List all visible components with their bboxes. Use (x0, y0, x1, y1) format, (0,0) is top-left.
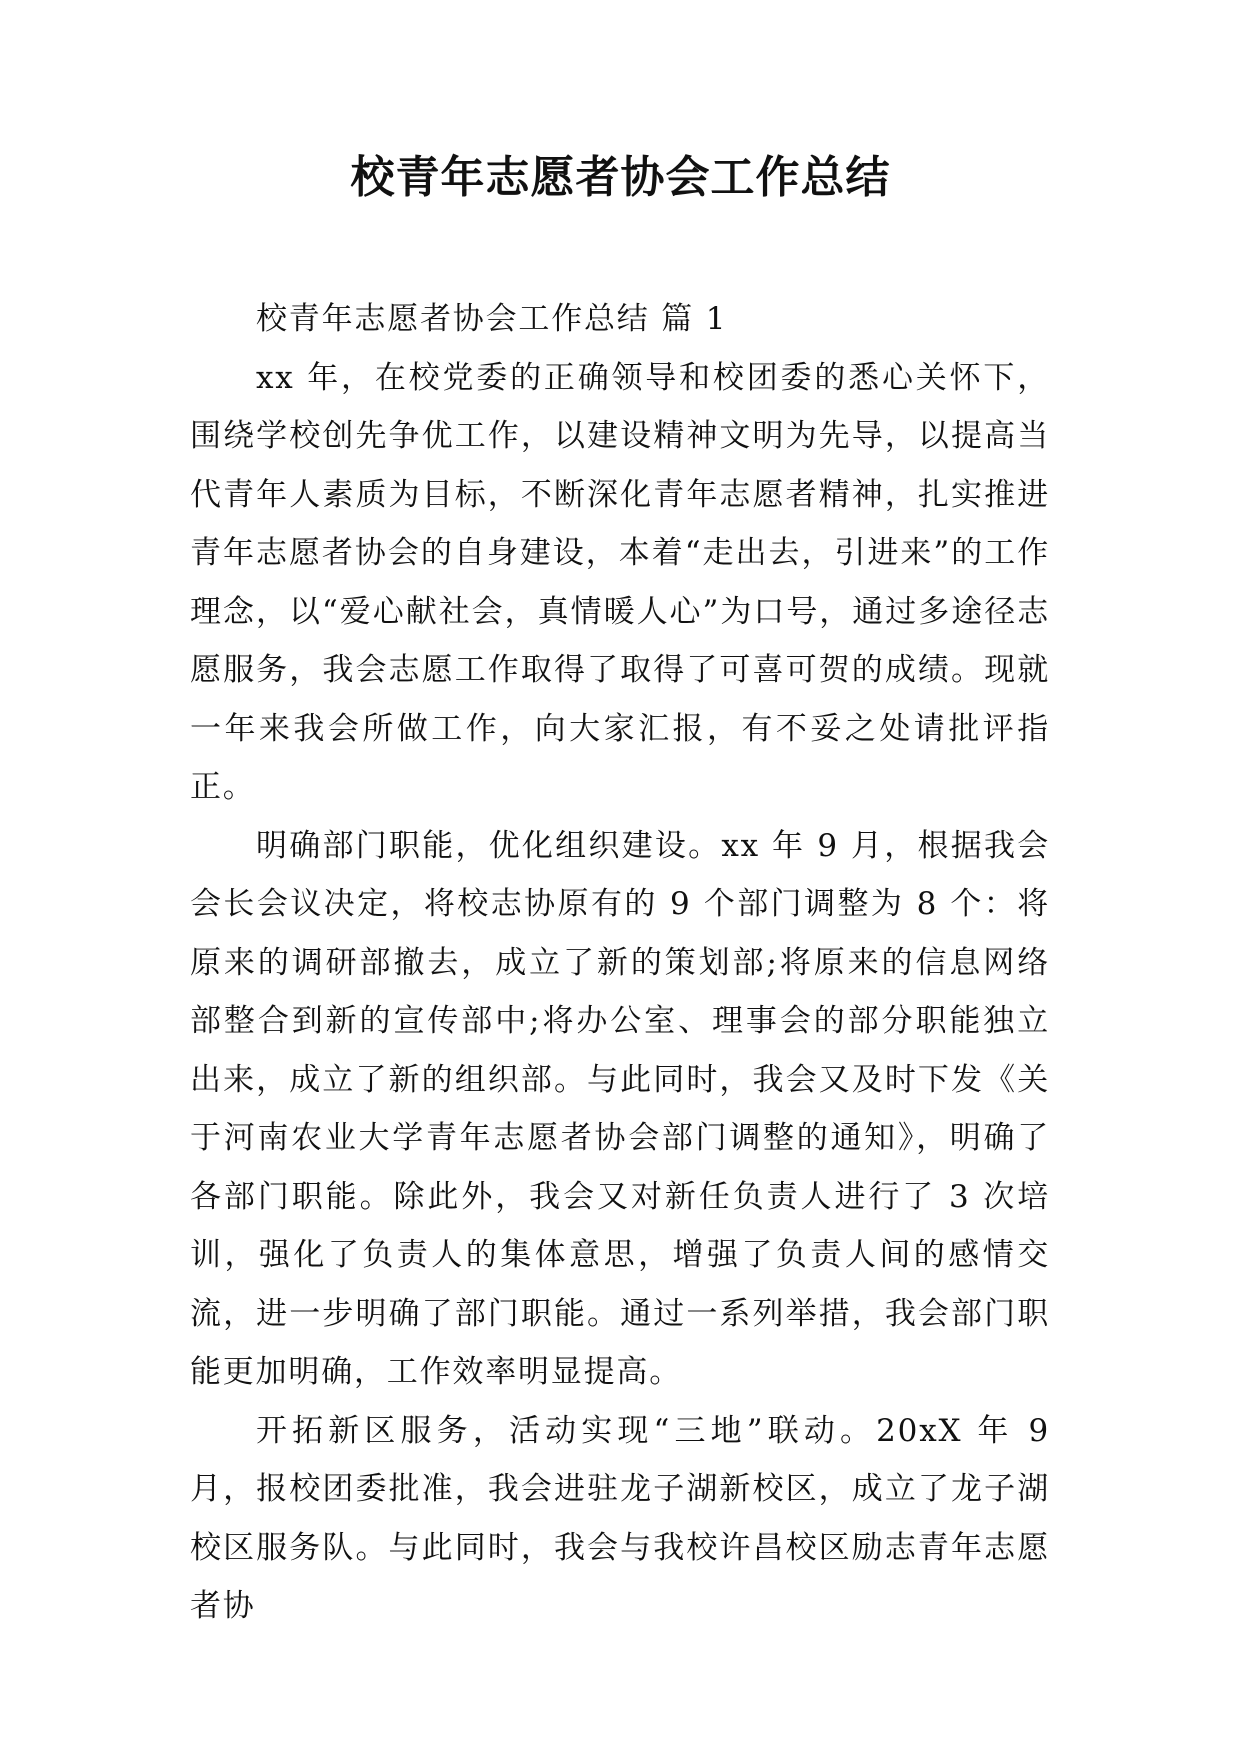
document-body (190, 290, 1050, 1636)
paragraph-department-functions: 明确部门职能，优化组织建设。xx 年 9 月，根据我会会长会议决定，将校志协原有的 9 个部门调整为 8 个：将原来的调研部撤去，成立了新的策划部;将原来的信息网络部整合到新的宣传部中;将办公室、理事会的部分职能独立出来，成立了新的组织部。与此同时，我会又及时下发《关于河南农业大学青年志愿者协会部门调整的通知》，明确了各部门职能。除此外，我会又对新任负责人进行了 3 次培训，强化了负责人的集体意思，增强了负责人间的感情交流，进一步明确了部门职能。通过一系列举措，我会部门职能更加明确，工作效率明显提高。 (190, 827, 1050, 1390)
paragraph-intro: xx 年，在校党委的正确领导和校团委的悉心关怀下，围绕学校创先争优工作，以建设精神文明为先导，以提高当代青年人素质为目标，不断深化青年志愿者精神，扎实推进青年志愿者协会的自身建设，本着“走出去，引进来”的工作理念，以“爱心献社会，真情暖人心”为口号，通过多途径志愿服务，我会志愿工作取得了取得了可喜可贺的成绩。现就一年来我会所做工作，向大家汇报，有不妥之处请批评指正。 (190, 359, 1050, 805)
paragraph-new-campus-service: 开拓新区服务，活动实现“三地”联动。20xX 年 9 月，报校团委批准，我会进驻龙子湖新校区，成立了龙子湖校区服务队。与此同时，我会与我校许昌校区励志青年志愿者协 (190, 1412, 1050, 1624)
section-heading: 校青年志愿者协会工作总结 篇 1 (256, 301, 728, 337)
document-title: 校青年志愿者协会工作总结 (350, 152, 891, 203)
